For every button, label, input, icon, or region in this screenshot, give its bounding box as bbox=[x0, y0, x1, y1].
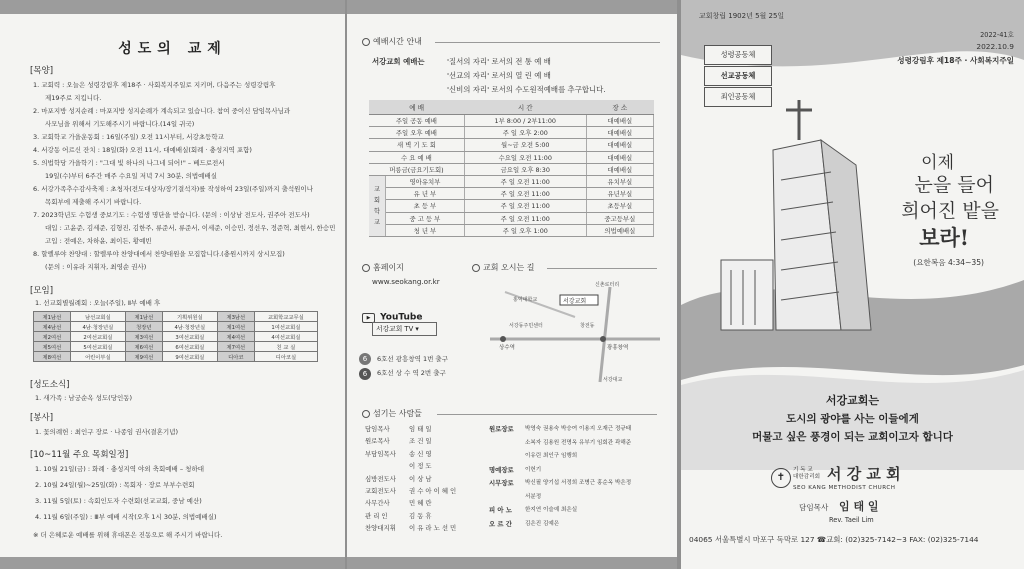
slogan-line-2: 눈을 들어 bbox=[914, 174, 994, 196]
divider bbox=[547, 268, 657, 269]
staff-name: 권 수 아 이 혜 인 bbox=[409, 487, 457, 495]
table-cell: 9여선교회실 bbox=[162, 352, 217, 362]
table-cell: 유 년 부 bbox=[386, 188, 465, 200]
table-row bbox=[34, 332, 318, 342]
table-cell: 대예배실 bbox=[586, 163, 653, 175]
news-item: 7. 2023학년도 수험생 중보기도 : 수험생 명단을 받습니다. (문의 : 이상남 전도사, 권주아 전도사) bbox=[33, 211, 310, 219]
slogan-line-4: 보라! bbox=[919, 225, 969, 250]
news-item: 대입 : 고윤준, 김세준, 김형진, 김한주, 류준서, 류준서, 이세준, 이승민, 정선우, 정준혁, 최현서, 한승민 bbox=[45, 224, 336, 232]
map-label: 서강동주민센터 bbox=[509, 323, 543, 329]
news-item: 5. 의법학당 가을학기 : "그대 빛 하나의 나그네 되어!" – 베드로전서 bbox=[33, 159, 225, 167]
worship-intro-church: 서강교회 예배는 bbox=[372, 57, 425, 66]
bullet-icon bbox=[362, 264, 370, 272]
news-item: 사모님을 위해서 기도해주시기 바랍니다.(14일 귀국) bbox=[45, 120, 195, 128]
bottom-band bbox=[0, 557, 345, 569]
table-cell: 초 등 부 bbox=[386, 200, 465, 212]
table-cell: 1부 8:00 / 2부11:00 bbox=[464, 115, 586, 127]
subway-line-2: 6호선 상 수 역 2번 출구 bbox=[377, 369, 446, 377]
worship-schedule-table bbox=[369, 100, 654, 237]
table-cell: 유치부실 bbox=[586, 175, 653, 187]
table-cell: 교회학교교무실 bbox=[254, 312, 317, 322]
subway-icon: 6 bbox=[359, 368, 371, 380]
chevron-down-icon: ▾ bbox=[415, 325, 419, 333]
table-row bbox=[369, 175, 654, 187]
table-cell: 수요일 오전 11:00 bbox=[464, 151, 586, 163]
slogan-line-1: 이제 bbox=[921, 153, 954, 173]
staff-role: 관 리 인 bbox=[365, 511, 388, 520]
staff-name: 민 혜 란 bbox=[409, 499, 432, 508]
staff-name: 한지연 이슬예 최은실 bbox=[525, 507, 578, 513]
bullet-icon bbox=[362, 38, 370, 46]
worship-intro-1: '질서의 자리' 로서의 전 통 예 배 bbox=[447, 57, 551, 66]
divider bbox=[435, 42, 660, 43]
meeting-heading: [모임] bbox=[30, 286, 54, 296]
flower-line: 1. 꽃의례헌 : 최인구 장로 · 나종임 권사(결혼기념) bbox=[35, 428, 179, 436]
bullet-icon bbox=[472, 264, 480, 272]
table-cell: 주 일 오전 11:00 bbox=[464, 175, 586, 187]
table-cell: 제1여선 bbox=[217, 322, 254, 332]
homepage-link[interactable]: www.seokang.or.kr bbox=[372, 277, 440, 286]
table-cell: 2여선교회실 bbox=[70, 332, 125, 342]
motto-1: 서강교회는 bbox=[825, 394, 880, 407]
table-header: 예 배 bbox=[369, 100, 464, 115]
event-item: 3. 11월 5일(토) : 속회인도자 수련회(선교교회, 중남 예산) bbox=[35, 497, 202, 505]
slogan-line-3: 희어진 밭을 bbox=[901, 200, 999, 222]
directions-map bbox=[485, 277, 665, 389]
table-cell: 유년부실 bbox=[586, 188, 653, 200]
church-address: 04065 서울특별시 마포구 독막로 127 ☎교회: (02)325-7142~3 FAX: (02)325-7144 bbox=[689, 535, 979, 544]
left-panel bbox=[0, 0, 345, 569]
church-name: 서 강 교 회 bbox=[827, 465, 901, 483]
pastor-name-en: Rev. Taeil Lim bbox=[829, 516, 874, 524]
staff-role: 시무장로 bbox=[489, 479, 514, 487]
map-label: 신촌로터리 bbox=[595, 282, 620, 288]
table-cell: 주 일 오후 2:00 bbox=[464, 127, 586, 139]
table-cell: 수 요 예 배 bbox=[369, 151, 464, 163]
table-cell: 대예배실 bbox=[586, 151, 653, 163]
map-label: 서강대교 bbox=[603, 377, 623, 383]
news-item: 제19주로 지킵니다. bbox=[45, 94, 102, 102]
motto-2: 도시의 광야를 사는 이들에게 bbox=[786, 413, 919, 425]
table-cell: 제2여선 bbox=[34, 332, 71, 342]
map-label: 서강교회 bbox=[563, 298, 587, 305]
table-row bbox=[369, 163, 654, 175]
table-cell: 디아코 bbox=[217, 352, 254, 362]
table-row bbox=[369, 224, 654, 236]
table-cell: 대예배실 bbox=[586, 115, 653, 127]
table-row bbox=[34, 352, 318, 362]
play-icon: ▶ bbox=[362, 313, 375, 323]
events-heading: [10~11월 주요 목회일정] bbox=[30, 450, 129, 460]
staff-heading: 섬기는 사람들 bbox=[362, 408, 422, 419]
table-cell: 주일 오후 예배 bbox=[369, 127, 464, 139]
congregation-line: 1. 새가족 : 남궁순옥 성도(당인동) bbox=[35, 394, 133, 402]
meeting-table bbox=[33, 311, 318, 362]
staff-role: 명예장로 bbox=[489, 465, 514, 474]
table-cell: 5여선교회실 bbox=[70, 342, 125, 352]
directions-heading: 교회 오시는 길 bbox=[472, 262, 534, 273]
table-cell: 제5여선 bbox=[34, 342, 71, 352]
news-item: 2. 마포지방 성지순례 : 마포지방 성지순례가 계속되고 있습니다. 참여 중이신 담임목사님과 bbox=[33, 107, 291, 115]
staff-role: 오 르 간 bbox=[489, 519, 512, 528]
map-label: 상수역 bbox=[499, 345, 515, 351]
station-marker bbox=[500, 336, 506, 342]
event-item: 1. 10월 21일(금) : 화례 · 충성지역 야외 축회예배 – 청하대 bbox=[35, 465, 205, 473]
staff-name: 김 동 휴 bbox=[409, 511, 432, 520]
verse-reference: (요한복음 4:34~35) bbox=[913, 258, 984, 267]
table-cell: 주일 공동 예배 bbox=[369, 115, 464, 127]
sunday-name: 성령강림후 제18주 · 사회복지주일 bbox=[897, 56, 1014, 65]
table-row bbox=[34, 342, 318, 352]
table-header-row bbox=[369, 100, 654, 115]
map-label: 홍익대학교 bbox=[513, 297, 538, 303]
subway-icon: 6 bbox=[359, 353, 371, 365]
tab-community-2[interactable]: 선교공동체 bbox=[704, 66, 772, 86]
table-cell: 주 일 오전 11:00 bbox=[464, 212, 586, 224]
staff-name: 송 신 영 bbox=[409, 449, 432, 458]
table-cell: 제3남선 bbox=[217, 312, 254, 322]
table-cell: 제4남선 bbox=[34, 322, 71, 332]
table-cell: 디아코실 bbox=[254, 352, 317, 362]
staff-name: 이 유 라 노 선 민 bbox=[409, 524, 457, 533]
worship-heading: 예배시간 안내 bbox=[362, 36, 422, 47]
staff-name: 서분정 bbox=[525, 493, 542, 500]
news-heading: [목양] bbox=[30, 66, 54, 76]
news-item: 3. 교회학교 가을운동회 : 16일(주일) 오전 11시부터, 서강초등학교 bbox=[33, 133, 224, 141]
table-cell: 제1남선 bbox=[125, 312, 162, 322]
issue-number: 2022-41호 bbox=[980, 31, 1014, 39]
founded-date: 교회창립 1902년 5월 25일 bbox=[699, 12, 785, 20]
table-cell: 중고등부실 bbox=[586, 212, 653, 224]
table-cell: 월~금 오전 5:00 bbox=[464, 139, 586, 151]
event-item: 4. 11월 6일(주일) : Ⅲ부 예배 시작(오후 1시 30분, 의법예배실) bbox=[35, 513, 217, 521]
table-cell: 어린이부실 bbox=[70, 352, 125, 362]
youtube-channel-select[interactable]: 서강교회 TV ▾ bbox=[372, 322, 437, 336]
event-item: 2. 10월 24일(월)~25일(화) : 목회자 · 장로 부부수련회 bbox=[35, 481, 195, 489]
news-item: 고입 : 전예은, 차하윤, 최이든, 황예빈 bbox=[45, 237, 152, 245]
table-row bbox=[34, 322, 318, 332]
top-band bbox=[347, 0, 677, 14]
table-cell: 머릉금(금요기도회) bbox=[369, 163, 464, 175]
staff-role: 부담임목사 bbox=[365, 449, 396, 458]
youtube-logo: ▶ YouTube bbox=[362, 307, 422, 326]
staff-name: 이 상 남 bbox=[409, 474, 432, 483]
worship-intro-3: '신비의 자리' 로서의 수도원적예배를 추구합니다. bbox=[447, 85, 606, 94]
table-row bbox=[369, 139, 654, 151]
issue-date: 2022.10.9 bbox=[976, 42, 1014, 51]
tab-community-1[interactable]: 성령공동체 bbox=[704, 45, 772, 65]
footer-note: ※ 더 은혜로운 예배를 위해 휴대폰은 진동으로 해 주시기 바랍니다. bbox=[33, 531, 223, 539]
table-cell: 영아유치부 bbox=[386, 175, 465, 187]
staff-name: 조 건 일 bbox=[409, 437, 432, 446]
church-illustration bbox=[721, 100, 871, 330]
table-row bbox=[369, 151, 654, 163]
staff-name: 박영숙 권용숙 박승여 이용지 오재근 정규태 bbox=[525, 426, 632, 432]
page-title: 성도의 교제 bbox=[118, 41, 227, 57]
table-cell: 4여선교회실 bbox=[254, 332, 317, 342]
news-item: 19일(수)부터 6주간 매주 수요일 저녁 7시 30분, 의법예배실 bbox=[45, 172, 217, 180]
table-cell: 제7여선 bbox=[217, 342, 254, 352]
school-label: 교회학교 bbox=[369, 175, 386, 236]
table-cell: 친 교 실 bbox=[254, 342, 317, 352]
table-cell: 새 벽 기 도 회 bbox=[369, 139, 464, 151]
map-label: 광흥창역 bbox=[607, 345, 629, 351]
table-row bbox=[369, 188, 654, 200]
logo-small-2: 대한감리회 bbox=[793, 474, 821, 480]
congregation-heading: [성도소식] bbox=[30, 380, 70, 390]
table-cell: 주 일 오전 11:00 bbox=[464, 200, 586, 212]
staff-name: 박신필 양기섭 서정희 조병근 홍순옥 박은정 bbox=[525, 480, 632, 486]
staff-role: 원로장로 bbox=[489, 425, 514, 433]
table-cell: 대예배실 bbox=[586, 127, 653, 139]
staff-role: 심방전도사 bbox=[365, 474, 396, 483]
staff-name: 이헌기 bbox=[525, 466, 542, 473]
staff-role: 피 아 노 bbox=[489, 506, 512, 514]
table-cell: 기획위원실 bbox=[162, 312, 217, 322]
staff-role: 찬양대지휘 bbox=[365, 524, 396, 533]
staff-role: 담임목사 bbox=[365, 425, 390, 433]
table-cell: 중 고 등 부 bbox=[386, 212, 465, 224]
table-header: 장 소 bbox=[586, 100, 653, 115]
table-cell: 제4여선 bbox=[217, 332, 254, 342]
staff-name: 김은진 김예은 bbox=[525, 520, 560, 527]
table-cell: 대예배실 bbox=[586, 139, 653, 151]
pastor-name: 임 태 일 bbox=[839, 500, 879, 513]
tab-community-3[interactable]: 죄인공동체 bbox=[704, 87, 772, 107]
bottom-band bbox=[347, 557, 677, 569]
table-row bbox=[34, 312, 318, 322]
bullet-icon bbox=[362, 410, 370, 418]
flower-heading: [봉사] bbox=[30, 413, 54, 423]
table-cell: 청 년 부 bbox=[386, 224, 465, 236]
table-cell: 제1남선 bbox=[34, 312, 71, 322]
motto-3: 머물고 싶은 풍경이 되는 교회이고자 합니다 bbox=[752, 431, 953, 443]
staff-role: 사무간사 bbox=[365, 499, 390, 508]
divider bbox=[437, 414, 657, 415]
table-cell: 금요일 오후 8:30 bbox=[464, 163, 586, 175]
station-marker bbox=[600, 336, 606, 342]
table-cell: 제3여선 bbox=[125, 332, 162, 342]
table-cell: 3여선교회실 bbox=[162, 332, 217, 342]
table-cell: 제9여선 bbox=[125, 352, 162, 362]
table-row bbox=[369, 115, 654, 127]
table-cell: 청장년 bbox=[125, 322, 162, 332]
subway-line-1: 6호선 광흥창역 1번 출구 bbox=[377, 355, 448, 363]
methodist-logo-icon: ✝ bbox=[771, 468, 791, 488]
table-cell: 주 일 오전 11:00 bbox=[464, 188, 586, 200]
table-cell: 4남·청장년실 bbox=[70, 322, 125, 332]
map-road bbox=[600, 287, 610, 382]
table-cell: 제6여선 bbox=[125, 342, 162, 352]
meeting-line: 1. 선교회별월례회 : 오늘(주일), Ⅱ부 예배 후 bbox=[35, 299, 161, 307]
table-cell: 주 일 오후 1:00 bbox=[464, 224, 586, 236]
table-header: 시 간 bbox=[464, 100, 586, 115]
table-row bbox=[369, 200, 654, 212]
staff-name: 이유린 최인구 임행희 bbox=[525, 453, 578, 459]
table-row bbox=[369, 127, 654, 139]
table-cell: 4남·청장년실 bbox=[162, 322, 217, 332]
staff-name: 임 태 일 bbox=[409, 425, 432, 433]
table-cell: 1여선교회실 bbox=[254, 322, 317, 332]
news-item: 6. 서강가족추수감사축제 : 초청자(전도대상자/장기결석자)를 작성하여 23일(주일)까지 출석원이나 bbox=[33, 185, 313, 193]
staff-name: 소복자 김용원 전명옥 유부기 임회관 곽해준 bbox=[525, 439, 632, 446]
top-band bbox=[0, 0, 345, 14]
table-cell: 의법예배실 bbox=[586, 224, 653, 236]
news-item: 8. 할렐루야 찬양대 : 할렐루야 찬양대에서 찬양대원을 모집합니다.(충원시까지 상시모집) bbox=[33, 250, 285, 258]
news-item: 1. 교회력 : 오늘은 성령강림후 제18주 · 사회복지주일로 지키며, 다음주는 성령강림후 bbox=[33, 81, 276, 89]
table-cell: 6여선교회실 bbox=[162, 342, 217, 352]
middle-panel bbox=[347, 0, 677, 569]
logo-small-1: 기 독 교 bbox=[793, 467, 813, 473]
map-label: 창전동 bbox=[580, 323, 595, 329]
news-item: (문의 : 이유라 지휘자, 최영순 권사) bbox=[45, 263, 147, 271]
news-item: 목회부에 제출해 주시기 바랍니다. bbox=[45, 198, 142, 206]
table-cell: 제8여선 bbox=[34, 352, 71, 362]
table-cell: 초등부실 bbox=[586, 200, 653, 212]
staff-role: 교회전도사 bbox=[365, 487, 396, 495]
church-name-en: SEO KANG METHODIST CHURCH bbox=[793, 485, 896, 491]
pastor-label: 담임목사 bbox=[799, 503, 829, 512]
worship-intro-2: '선교의 자리' 로서의 열 린 예 배 bbox=[447, 71, 551, 80]
news-item: 4. 서강동 어르신 잔치 : 18일(화) 오전 11시, 대예배실(회례 · 충성지역 포함) bbox=[33, 146, 252, 154]
staff-role: 원로목사 bbox=[365, 437, 390, 446]
staff-name: 이 정 도 bbox=[409, 462, 432, 471]
table-cell: 남선교회실 bbox=[70, 312, 125, 322]
table-row bbox=[369, 212, 654, 224]
homepage-heading: 홈페이지 bbox=[362, 262, 404, 273]
right-panel bbox=[681, 0, 1024, 569]
